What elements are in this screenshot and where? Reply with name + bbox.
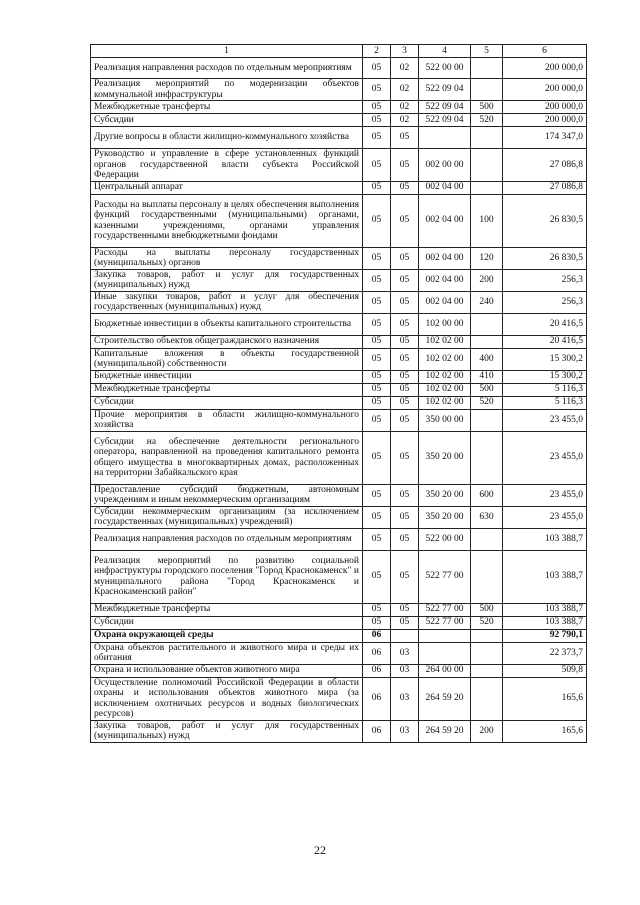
row-target-article: 522 77 00	[419, 616, 471, 629]
row-target-article: 264 59 20	[419, 720, 471, 742]
row-expense-type	[471, 335, 503, 348]
row-subsection: 03	[391, 720, 419, 742]
row-expense-type	[471, 409, 503, 431]
table-row	[91, 247, 587, 269]
row-sum: 22 373,7	[503, 642, 587, 664]
row-sum: 103 388,7	[503, 603, 587, 616]
table-row	[91, 616, 587, 629]
table-row	[91, 79, 587, 101]
row-name: Расходы на выплаты персоналу в целях обеспечения выполнения функций государственными (муниципальными) органами, казенными учреждениями, органами управления государственными внебюджетными фондами	[91, 194, 363, 247]
row-target-article: 522 77 00	[419, 603, 471, 616]
row-name: Закупка товаров, работ и услуг для государственных (муниципальных) нужд	[91, 720, 363, 742]
row-section: 05	[363, 383, 391, 396]
row-target-article: 522 09 04	[419, 101, 471, 114]
row-expense-type: 100	[471, 194, 503, 247]
row-target-article	[419, 642, 471, 664]
row-expense-type: 600	[471, 484, 503, 506]
col-header-subsection: 3	[391, 45, 419, 58]
row-expense-type: 520	[471, 396, 503, 409]
row-section: 05	[363, 409, 391, 431]
row-name: Охрана объектов растительного и животного мира и среды их обитания	[91, 642, 363, 664]
row-sum: 5 116,3	[503, 383, 587, 396]
row-expense-type	[471, 528, 503, 550]
row-name: Строительство объектов общегражданского назначения	[91, 335, 363, 348]
row-sum: 23 455,0	[503, 409, 587, 431]
row-name: Реализация мероприятий по модернизации объектов коммунальной инфраструктуры	[91, 79, 363, 101]
row-subsection: 05	[391, 528, 419, 550]
row-subsection: 05	[391, 550, 419, 603]
row-sum: 23 455,0	[503, 506, 587, 528]
table-row	[91, 348, 587, 370]
page-number: 22	[314, 843, 326, 857]
row-expense-type: 200	[471, 720, 503, 742]
row-target-article	[419, 127, 471, 149]
row-sum: 256,3	[503, 269, 587, 291]
row-sum: 256,3	[503, 291, 587, 313]
table-row	[91, 101, 587, 114]
budget-table	[90, 44, 587, 743]
row-name: Субсидии	[91, 114, 363, 127]
row-name: Субсидии	[91, 396, 363, 409]
row-subsection: 02	[391, 58, 419, 79]
row-subsection: 05	[391, 247, 419, 269]
row-subsection: 05	[391, 409, 419, 431]
row-name: Субсидии	[91, 616, 363, 629]
row-sum: 103 388,7	[503, 550, 587, 603]
row-name: Субсидии на обеспечение деятельности регионального оператора, направленной на проведения капитального ремонта общего имущества в многоквартирных домах, расположенных на территории Забайкальского края	[91, 431, 363, 484]
row-expense-type: 400	[471, 348, 503, 370]
row-target-article: 102 02 00	[419, 396, 471, 409]
row-expense-type	[471, 127, 503, 149]
row-subsection: 05	[391, 616, 419, 629]
row-target-article: 102 02 00	[419, 335, 471, 348]
row-subsection: 05	[391, 383, 419, 396]
row-expense-type	[471, 431, 503, 484]
row-subsection: 05	[391, 506, 419, 528]
row-target-article: 350 20 00	[419, 484, 471, 506]
row-section: 05	[363, 370, 391, 383]
row-sum: 174 347,0	[503, 127, 587, 149]
row-name: Руководство и управление в сфере установленных функций органов государственной власти субъекта Российской Федерации	[91, 149, 363, 182]
table-row	[91, 550, 587, 603]
row-expense-type	[471, 58, 503, 79]
row-expense-type	[471, 629, 503, 642]
row-expense-type: 630	[471, 506, 503, 528]
row-section: 06	[363, 642, 391, 664]
row-section: 05	[363, 247, 391, 269]
row-section: 05	[363, 181, 391, 194]
row-subsection: 03	[391, 642, 419, 664]
row-target-article: 264 59 20	[419, 677, 471, 720]
row-sum: 165,6	[503, 720, 587, 742]
row-expense-type	[471, 550, 503, 603]
row-name: Иные закупки товаров, работ и услуг для обеспечения государственных (муниципальных) нужд	[91, 291, 363, 313]
row-section: 05	[363, 114, 391, 127]
table-row	[91, 720, 587, 742]
row-subsection: 05	[391, 431, 419, 484]
row-section: 06	[363, 664, 391, 677]
row-name: Межбюджетные трансферты	[91, 101, 363, 114]
row-name: Реализация направления расходов по отдельным мероприятиям	[91, 58, 363, 79]
table-row	[91, 409, 587, 431]
row-name: Охрана окружающей среды	[91, 629, 363, 642]
table-row	[91, 677, 587, 720]
row-subsection: 05	[391, 313, 419, 335]
row-section: 05	[363, 396, 391, 409]
table-row	[91, 149, 587, 182]
row-expense-type	[471, 181, 503, 194]
row-name: Бюджетные инвестиции в объекты капитального строительства	[91, 313, 363, 335]
row-expense-type: 200	[471, 269, 503, 291]
table-row	[91, 181, 587, 194]
table-row	[91, 383, 587, 396]
row-name: Охрана и использование объектов животного мира	[91, 664, 363, 677]
header-row	[91, 45, 587, 58]
table-row	[91, 396, 587, 409]
table-row	[91, 58, 587, 79]
row-target-article: 350 20 00	[419, 506, 471, 528]
row-expense-type: 240	[471, 291, 503, 313]
row-sum: 165,6	[503, 677, 587, 720]
row-sum: 27 086,8	[503, 181, 587, 194]
row-sum: 92 790,1	[503, 629, 587, 642]
row-name: Реализация направления расходов по отдельным мероприятиям	[91, 528, 363, 550]
row-expense-type	[471, 149, 503, 182]
row-target-article: 002 00 00	[419, 149, 471, 182]
row-subsection: 02	[391, 79, 419, 101]
row-section: 05	[363, 269, 391, 291]
table-row	[91, 642, 587, 664]
table-row	[91, 127, 587, 149]
row-section: 05	[363, 313, 391, 335]
row-sum: 509,8	[503, 664, 587, 677]
row-sum: 27 086,8	[503, 149, 587, 182]
col-header-name: 1	[91, 45, 363, 58]
row-section: 05	[363, 603, 391, 616]
row-sum: 200 000,0	[503, 79, 587, 101]
row-sum: 200 000,0	[503, 101, 587, 114]
row-subsection: 02	[391, 101, 419, 114]
row-sum: 103 388,7	[503, 528, 587, 550]
row-subsection: 05	[391, 603, 419, 616]
row-target-article	[419, 629, 471, 642]
table-row	[91, 313, 587, 335]
row-section: 05	[363, 101, 391, 114]
table-row	[91, 431, 587, 484]
row-target-article: 002 04 00	[419, 181, 471, 194]
row-name: Осуществление полномочий Российской Федерации в области охраны и использования объектов животного мира (за исключением охотничьих ресурсов и водных биологических ресурсов)	[91, 677, 363, 720]
row-sum: 20 416,5	[503, 313, 587, 335]
row-section: 05	[363, 127, 391, 149]
row-sum: 26 830,5	[503, 194, 587, 247]
row-expense-type	[471, 642, 503, 664]
row-section: 06	[363, 677, 391, 720]
row-sum: 23 455,0	[503, 431, 587, 484]
row-name: Другие вопросы в области жилищно-коммунального хозяйства	[91, 127, 363, 149]
row-name: Прочие мероприятия в области жилищно-коммунального хозяйства	[91, 409, 363, 431]
row-section: 05	[363, 291, 391, 313]
row-target-article: 350 20 00	[419, 431, 471, 484]
row-expense-type	[471, 79, 503, 101]
table-body	[91, 58, 587, 743]
row-subsection: 05	[391, 291, 419, 313]
row-subsection: 05	[391, 348, 419, 370]
row-sum: 200 000,0	[503, 58, 587, 79]
row-target-article: 102 02 00	[419, 348, 471, 370]
row-section: 06	[363, 720, 391, 742]
row-subsection: 05	[391, 149, 419, 182]
table-row	[91, 370, 587, 383]
row-name: Закупка товаров, работ и услуг для государственных (муниципальных) нужд	[91, 269, 363, 291]
row-sum: 26 830,5	[503, 247, 587, 269]
row-expense-type: 500	[471, 603, 503, 616]
col-header-section: 2	[363, 45, 391, 58]
row-expense-type	[471, 664, 503, 677]
row-name: Реализация мероприятий по развитию социальной инфраструктуры городского поселения "Город Краснокаменск" и муниципального района "Город Краснокаменск и Краснокаменский район"	[91, 550, 363, 603]
row-section: 06	[363, 629, 391, 642]
table-row	[91, 484, 587, 506]
row-target-article: 522 09 04	[419, 114, 471, 127]
row-subsection: 05	[391, 194, 419, 247]
row-name: Субсидии некоммерческим организациям (за исключением государственных (муниципальных) учреждений)	[91, 506, 363, 528]
row-target-article: 522 00 00	[419, 528, 471, 550]
row-name: Предоставление субсидий бюджетным, автономным учреждениям и иным некоммерческим организациям	[91, 484, 363, 506]
row-subsection: 05	[391, 370, 419, 383]
row-name: Межбюджетные трансферты	[91, 383, 363, 396]
row-target-article: 522 00 00	[419, 58, 471, 79]
row-target-article: 002 04 00	[419, 247, 471, 269]
row-section: 05	[363, 335, 391, 348]
row-subsection	[391, 629, 419, 642]
row-target-article: 522 77 00	[419, 550, 471, 603]
row-name: Центральный аппарат	[91, 181, 363, 194]
row-section: 05	[363, 431, 391, 484]
row-expense-type: 120	[471, 247, 503, 269]
row-target-article: 002 04 00	[419, 269, 471, 291]
row-target-article: 350 00 00	[419, 409, 471, 431]
row-subsection: 03	[391, 677, 419, 720]
row-expense-type: 500	[471, 383, 503, 396]
row-target-article: 102 02 00	[419, 383, 471, 396]
table-row	[91, 506, 587, 528]
table-row	[91, 664, 587, 677]
row-section: 05	[363, 550, 391, 603]
row-subsection: 05	[391, 396, 419, 409]
row-expense-type: 500	[471, 101, 503, 114]
row-section: 05	[363, 149, 391, 182]
row-subsection: 05	[391, 127, 419, 149]
row-expense-type: 520	[471, 114, 503, 127]
row-expense-type	[471, 677, 503, 720]
row-sum: 15 300,2	[503, 370, 587, 383]
col-header-expense-type: 5	[471, 45, 503, 58]
row-subsection: 05	[391, 484, 419, 506]
row-sum: 15 300,2	[503, 348, 587, 370]
row-name: Межбюджетные трансферты	[91, 603, 363, 616]
table-row	[91, 528, 587, 550]
row-subsection: 02	[391, 114, 419, 127]
row-target-article: 002 04 00	[419, 194, 471, 247]
col-header-target-article: 4	[419, 45, 471, 58]
row-expense-type	[471, 313, 503, 335]
row-section: 05	[363, 484, 391, 506]
row-section: 05	[363, 528, 391, 550]
row-name: Капитальные вложения в объекты государственной (муниципальной) собственности	[91, 348, 363, 370]
row-section: 05	[363, 616, 391, 629]
table-row	[91, 335, 587, 348]
table-row	[91, 269, 587, 291]
row-subsection: 03	[391, 664, 419, 677]
row-target-article: 102 02 00	[419, 370, 471, 383]
row-expense-type: 520	[471, 616, 503, 629]
table-row	[91, 291, 587, 313]
row-section: 05	[363, 79, 391, 101]
row-target-article: 522 09 04	[419, 79, 471, 101]
table-row	[91, 603, 587, 616]
row-name: Расходы на выплаты персоналу государственных (муниципальных) органов	[91, 247, 363, 269]
table-row	[91, 629, 587, 642]
row-expense-type: 410	[471, 370, 503, 383]
row-sum: 200 000,0	[503, 114, 587, 127]
row-section: 05	[363, 194, 391, 247]
row-sum: 23 455,0	[503, 484, 587, 506]
row-subsection: 05	[391, 181, 419, 194]
row-name: Бюджетные инвестиции	[91, 370, 363, 383]
row-target-article: 264 00 00	[419, 664, 471, 677]
row-section: 05	[363, 506, 391, 528]
row-target-article: 102 00 00	[419, 313, 471, 335]
table-row	[91, 114, 587, 127]
table-row	[91, 194, 587, 247]
row-subsection: 05	[391, 335, 419, 348]
row-sum: 103 388,7	[503, 616, 587, 629]
row-sum: 20 416,5	[503, 335, 587, 348]
row-section: 05	[363, 58, 391, 79]
col-header-sum: 6	[503, 45, 587, 58]
row-section: 05	[363, 348, 391, 370]
row-subsection: 05	[391, 269, 419, 291]
row-sum: 5 116,3	[503, 396, 587, 409]
row-target-article: 002 04 00	[419, 291, 471, 313]
